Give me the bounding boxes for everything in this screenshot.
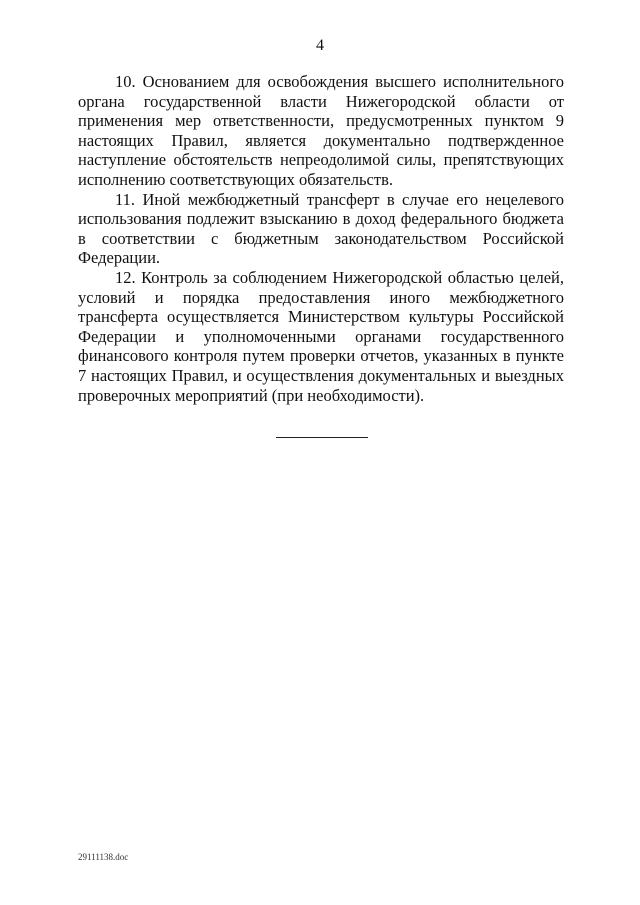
end-of-document-divider <box>276 437 368 438</box>
paragraph-11: 11. Иной межбюджетный трансферт в случае его нецелевого использования подлежит взысканию в доход федерального бюджета в соответствии с бюджетным законодательством Российской Федерации. <box>78 189 564 268</box>
paragraph-12: 12. Контроль за соблюдением Нижегородской областью целей, условий и порядка предоставления иного межбюджетного трансферта осуществляется Министерством культуры Российской Федерации и уполномоченными органами государственного финансового контроля путем проверки отчетов, указанных в пункте 7 настоящих Правил, и осуществления документальных и выездных проверочных мероприятий (при необходимости). <box>78 267 564 405</box>
document-body <box>78 72 564 405</box>
paragraph-10: 10. Основанием для освобождения высшего исполнительного органа государственной власти Нижегородской области от применения мер ответственности, предусмотренных пунктом 9 настоящих Правил, является документально подтвержденное наступление обстоятельств непреодолимой силы, препятствующих исполнению соответствующих обязательств. <box>78 72 564 189</box>
page-number: 4 <box>316 37 324 54</box>
footer-file-code: 29111138.doc <box>78 852 129 862</box>
